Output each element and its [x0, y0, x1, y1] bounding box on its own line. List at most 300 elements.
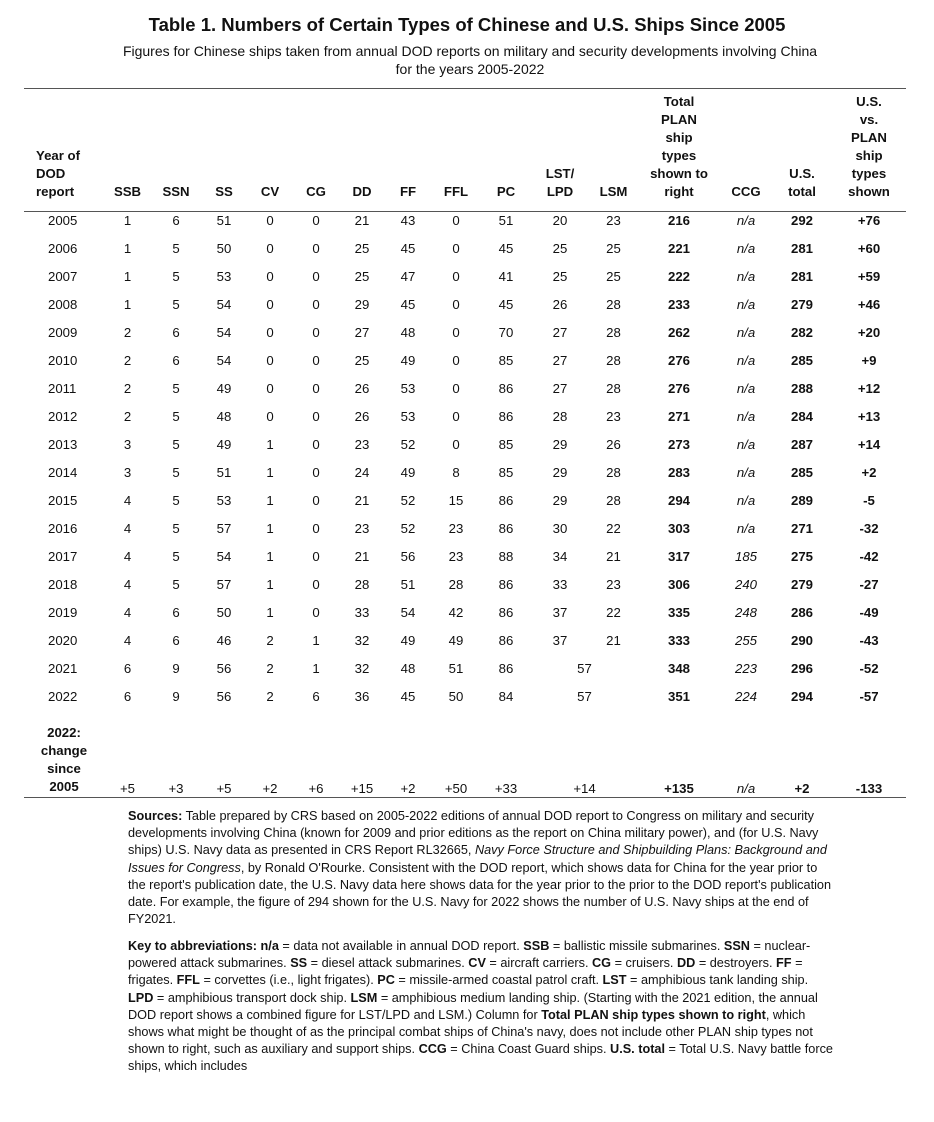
table-row [24, 682, 906, 710]
cell-diff: +20 [857, 324, 881, 340]
cell-ffl: 0 [452, 324, 460, 340]
cell-ff: 49 [400, 632, 416, 648]
key-term: SSN [723, 939, 750, 953]
cell-ff: 52 [400, 492, 416, 508]
cell-cg: 0 [312, 520, 320, 536]
cell-ssn: 5 [172, 520, 180, 536]
column-header [772, 93, 832, 206]
change-cell-ssb: +5 [119, 781, 136, 796]
cell-ffl: 0 [452, 240, 460, 256]
table-subtitle: Figures for Chinese ships taken from annual DOD reports on military and security developments involving China for the years 2005-2022 [122, 43, 818, 77]
cell-pc: 70 [498, 324, 514, 340]
cell-combined: 57 [577, 688, 592, 704]
cell-ss: 54 [216, 352, 232, 368]
cell-us: 275 [790, 548, 813, 564]
cell-ffl: 0 [452, 268, 460, 284]
change-cell-total: +135 [664, 781, 694, 796]
cell-lsm: 28 [606, 352, 621, 368]
cell-ssb: 6 [123, 660, 132, 676]
table-row [24, 402, 906, 430]
cell-total: 216 [667, 212, 690, 228]
cell-ssn: 5 [172, 380, 180, 396]
cell-total: 276 [667, 380, 690, 396]
cell-year: 2015 [48, 492, 78, 508]
cell-pc: 86 [498, 380, 514, 396]
cell-cg: 1 [312, 632, 320, 648]
change-label-line: since [47, 761, 81, 776]
cell-cg: 0 [312, 464, 320, 480]
cell-ff: 53 [400, 408, 416, 424]
cell-total: 317 [667, 548, 690, 564]
cell-ssb: 4 [123, 520, 132, 536]
cell-ffl: 28 [448, 576, 464, 592]
column-header: PC [496, 184, 516, 199]
cell-lst: 29 [552, 436, 568, 452]
cell-total: 273 [667, 436, 690, 452]
cell-pc: 45 [498, 296, 514, 312]
key-definition: , which shows what might be thought of as the principal combat ships of China's navy, does not include other PLAN ship types not shown to right, such as auxiliary and support ships. [128, 1007, 813, 1057]
cell-ccg: n/a [736, 268, 756, 284]
cell-ccg: n/a [736, 408, 756, 424]
cell-diff: -52 [859, 660, 879, 676]
cell-ss: 54 [216, 296, 232, 312]
table-row [24, 234, 906, 262]
key-term: LSM [350, 990, 378, 1005]
cell-total: 333 [667, 632, 690, 648]
column-header: CG [306, 184, 326, 199]
cell-diff: +2 [861, 464, 877, 480]
column-header: FF [399, 184, 417, 199]
cell-cv: 0 [266, 268, 274, 284]
cell-cv: 0 [266, 296, 274, 312]
cell-ccg: 223 [734, 660, 757, 676]
cell-diff: -43 [859, 632, 879, 648]
cell-ssb: 3 [123, 464, 132, 480]
column-header [638, 93, 720, 206]
cell-us: 282 [790, 324, 813, 340]
cell-total: 222 [667, 268, 690, 284]
cell-year: 2017 [48, 548, 78, 564]
column-header [531, 93, 589, 206]
cell-cv: 2 [266, 632, 274, 648]
cell-ccg: n/a [736, 212, 756, 228]
change-cell-us: +2 [794, 781, 810, 796]
cell-lst: 29 [552, 464, 568, 480]
cell-ss: 56 [216, 660, 232, 676]
column-header: SSN [162, 184, 190, 199]
cell-year: 2018 [48, 576, 78, 592]
table-row [24, 206, 906, 234]
cell-pc: 86 [498, 660, 514, 676]
key-term: PC [377, 973, 395, 988]
cell-lst: 20 [552, 212, 568, 228]
cell-diff: -57 [859, 688, 879, 704]
sources-text-1: Table prepared by CRS based on 2005-2022 editions of annual DOD report to Congress on military and security developments involving China (known for 2009 and prior editions as the report on China military power), and (for U.S. Navy ships) U.S. Navy data as presented in CRS Report RL32665, [128, 809, 819, 858]
cell-ffl: 42 [448, 604, 464, 620]
cell-year: 2006 [48, 240, 78, 256]
cell-ffl: 50 [448, 688, 464, 704]
cell-diff: +13 [857, 408, 881, 424]
cell-lsm: 26 [606, 436, 621, 452]
cell-us: 271 [790, 520, 813, 536]
cell-cg: 0 [312, 352, 320, 368]
cell-total: 294 [667, 492, 690, 508]
key-definition: = amphibious tank landing ship. [626, 973, 809, 988]
cell-total: 233 [667, 296, 690, 312]
cell-cg: 0 [312, 240, 320, 256]
cell-ff: 45 [400, 296, 416, 312]
cell-ssn: 6 [172, 632, 180, 648]
cell-ffl: 23 [448, 520, 464, 536]
table-row [24, 514, 906, 542]
key-definition: = amphibious transport dock ship. [153, 990, 351, 1005]
change-label-line: 2005 [49, 779, 79, 794]
key-term: SSB [523, 939, 550, 953]
cell-ssn: 6 [172, 212, 180, 228]
table-row [24, 570, 906, 598]
cell-diff: -49 [859, 604, 879, 620]
cell-lsm: 22 [606, 604, 621, 620]
sources-text-2: , by Ronald O'Rourke. Consistent with the DOD report, which shows data for China for the year prior to the report's publication date, the U.S. Navy data here shows data for the year prior to the prior to the DOD report's publication date. For example, the figure of 294 shown for the U.S. Navy for 2022 shows the number of U.S. Navy ships at the end of FY2021. [128, 860, 832, 927]
column-header: LSM [599, 184, 628, 199]
cell-year: 2021 [48, 660, 78, 676]
table-row [24, 430, 906, 458]
cell-cg: 0 [312, 408, 320, 424]
cell-ffl: 0 [452, 436, 460, 452]
cell-total: 271 [667, 408, 690, 424]
cell-ff: 49 [400, 464, 416, 480]
key-term: FF [776, 956, 792, 971]
key-definition: = corvettes (i.e., light frigates). [199, 973, 378, 988]
cell-ss: 51 [216, 464, 232, 480]
change-cell-ccg: n/a [736, 781, 756, 796]
cell-ff: 43 [400, 212, 416, 228]
cell-dd: 28 [354, 576, 370, 592]
change-cell-combined: +14 [573, 781, 596, 796]
cell-cv: 1 [266, 604, 274, 620]
cell-ssn: 5 [172, 268, 180, 284]
cell-ss: 46 [216, 632, 232, 648]
change-row [24, 710, 906, 800]
cell-diff: -32 [859, 520, 879, 536]
column-header-text: LST/ LPD [545, 166, 575, 199]
cell-lst: 27 [552, 352, 568, 368]
cell-combined: 57 [577, 660, 592, 676]
key-term: CCG [418, 1042, 447, 1057]
cell-total: 283 [667, 464, 690, 480]
cell-year: 2022 [48, 688, 78, 704]
column-header-text: U.S. total [788, 166, 816, 199]
cell-ssn: 6 [172, 604, 180, 620]
cell-ssb: 6 [123, 688, 132, 704]
top-rule [24, 88, 906, 89]
cell-ccg: 255 [734, 632, 757, 648]
cell-ff: 45 [400, 240, 416, 256]
cell-ssn: 5 [172, 436, 180, 452]
cell-dd: 32 [354, 632, 370, 648]
cell-lst: 27 [552, 380, 568, 396]
cell-dd: 23 [354, 520, 370, 536]
cell-ssb: 4 [123, 576, 132, 592]
cell-pc: 85 [498, 464, 514, 480]
key-term: DD [676, 956, 696, 971]
cell-diff: +14 [857, 436, 881, 452]
cell-cg: 0 [312, 492, 320, 508]
cell-lst: 37 [552, 604, 568, 620]
cell-us: 287 [790, 436, 813, 452]
change-label [24, 710, 104, 800]
column-header-text: Total PLAN ship types shown to right [650, 94, 708, 199]
cell-ss: 53 [216, 268, 232, 284]
cell-lst: 28 [552, 408, 568, 424]
key-term: U.S. total [610, 1042, 666, 1057]
cell-ff: 54 [400, 604, 416, 620]
cell-us: 281 [790, 240, 813, 256]
cell-ff: 47 [400, 268, 416, 284]
cell-ssb: 1 [123, 268, 132, 284]
table-row [24, 458, 906, 486]
cell-cg: 0 [312, 324, 320, 340]
cell-ccg: n/a [736, 436, 756, 452]
cell-year: 2014 [48, 464, 78, 480]
cell-ccg: n/a [736, 240, 756, 256]
table-row [24, 654, 906, 682]
cell-us: 285 [790, 464, 813, 480]
cell-lsm: 23 [606, 212, 621, 228]
key-definition: = amphibious medium landing ship. (Starting with the 2021 edition, the annual DOD report shows a combined figure for LST/LPD and LSM.) Column for [128, 990, 818, 1022]
table-row [24, 486, 906, 514]
cell-cg: 0 [312, 436, 320, 452]
change-cell-pc: +33 [494, 781, 518, 796]
cell-year: 2010 [48, 352, 78, 368]
cell-pc: 86 [498, 604, 514, 620]
cell-diff: +12 [857, 380, 881, 396]
cell-ss: 53 [216, 492, 232, 508]
cell-ssb: 3 [123, 436, 132, 452]
cell-ss: 56 [216, 688, 232, 704]
key-definition: = Total U.S. Navy battle force ships, which includes [128, 1042, 833, 1074]
cell-cv: 1 [266, 436, 274, 452]
cell-us: 285 [790, 352, 813, 368]
cell-dd: 23 [354, 436, 370, 452]
cell-diff: +9 [861, 352, 877, 368]
key-term: Key to abbreviations: n/a [128, 939, 279, 953]
cell-us: 286 [790, 604, 813, 620]
cell-pc: 85 [498, 436, 514, 452]
cell-us: 279 [790, 296, 813, 312]
key-definition: = destroyers. [695, 956, 777, 971]
cell-pc: 41 [498, 268, 514, 284]
cell-ffl: 51 [448, 660, 464, 676]
cell-dd: 21 [354, 212, 370, 228]
change-cell-ssn: +3 [168, 781, 184, 796]
cell-ccg: n/a [736, 296, 756, 312]
cell-us: 290 [790, 632, 813, 648]
cell-ss: 57 [216, 576, 232, 592]
cell-year: 2009 [48, 324, 78, 340]
cell-ssn: 5 [172, 296, 180, 312]
cell-ffl: 8 [452, 464, 460, 480]
column-header: SSB [113, 184, 142, 199]
cell-ss: 54 [216, 548, 232, 564]
change-cell-ffl: +50 [444, 781, 468, 796]
cell-ssn: 5 [172, 576, 180, 592]
cell-cv: 0 [266, 324, 274, 340]
cell-lsm: 25 [606, 268, 621, 284]
key-term: Total PLAN ship types shown to right [541, 1007, 766, 1022]
cell-diff: +46 [857, 296, 881, 312]
cell-ssb: 4 [123, 604, 132, 620]
cell-ssn: 5 [172, 240, 180, 256]
cell-ffl: 0 [452, 380, 460, 396]
cell-lsm: 21 [606, 548, 621, 564]
cell-ccg: 224 [734, 688, 757, 704]
cell-dd: 32 [354, 660, 370, 676]
cell-year: 2013 [48, 436, 78, 452]
column-header: SS [215, 184, 233, 199]
cell-ssb: 1 [123, 212, 132, 228]
key-definition: = nuclear-powered attack submarines. [128, 939, 811, 971]
cell-year: 2016 [48, 520, 78, 536]
cell-total: 221 [667, 240, 690, 256]
cell-ccg: 248 [734, 604, 757, 620]
key-definition: = frigates. [128, 956, 803, 988]
cell-ccg: n/a [736, 324, 756, 340]
cell-ssn: 6 [172, 324, 180, 340]
cell-dd: 26 [354, 408, 370, 424]
table-row [24, 626, 906, 654]
sources-label: Sources: [128, 809, 183, 823]
table-title: Table 1. Numbers of Certain Types of Chinese and U.S. Ships Since 2005 [148, 14, 786, 35]
key-definition: = China Coast Guard ships. [446, 1042, 611, 1057]
cell-cv: 0 [266, 408, 274, 424]
cell-ss: 49 [216, 380, 232, 396]
cell-ffl: 23 [448, 548, 464, 564]
cell-total: 303 [667, 520, 690, 536]
cell-cv: 1 [266, 520, 274, 536]
cell-lst: 26 [552, 296, 568, 312]
cell-dd: 27 [354, 324, 370, 340]
cell-cv: 0 [266, 380, 274, 396]
change-cell-cg: +6 [308, 781, 324, 796]
cell-lsm: 23 [606, 576, 621, 592]
cell-cv: 1 [266, 492, 274, 508]
cell-ccg: n/a [736, 380, 756, 396]
cell-year: 2019 [48, 604, 78, 620]
cell-total: 351 [667, 688, 690, 704]
cell-dd: 24 [354, 464, 370, 480]
key-term: LST [602, 973, 627, 988]
cell-ssb: 2 [123, 380, 132, 396]
cell-us: 284 [790, 408, 813, 424]
cell-cv: 0 [266, 352, 274, 368]
cell-cg: 0 [312, 212, 320, 228]
cell-pc: 84 [498, 688, 514, 704]
cell-lsm: 25 [606, 240, 621, 256]
change-label-line: 2022: [47, 725, 81, 740]
cell-ss: 48 [216, 408, 232, 424]
cell-ssn: 5 [172, 408, 180, 424]
key-term: SS [290, 956, 308, 971]
cell-cv: 1 [266, 548, 274, 564]
cell-pc: 51 [498, 212, 514, 228]
cell-ff: 52 [400, 520, 416, 536]
cell-ss: 50 [216, 604, 232, 620]
cell-us: 281 [790, 268, 813, 284]
cell-cg: 0 [312, 548, 320, 564]
cell-ssn: 9 [172, 660, 180, 676]
column-header-text: Year of DOD report [36, 148, 80, 199]
change-cell-dd: +15 [350, 781, 374, 796]
cell-cg: 1 [312, 660, 320, 676]
cell-ssb: 4 [123, 492, 132, 508]
cell-us: 294 [790, 688, 813, 704]
cell-lsm: 21 [606, 632, 621, 648]
cell-cv: 0 [266, 212, 274, 228]
cell-cv: 2 [266, 660, 274, 676]
ships-table [24, 93, 906, 800]
cell-total: 335 [667, 604, 690, 620]
table-row [24, 598, 906, 626]
cell-diff: +59 [857, 268, 881, 284]
cell-lst: 37 [552, 632, 568, 648]
key-term: CV [468, 956, 486, 971]
cell-dd: 21 [354, 548, 370, 564]
cell-dd: 29 [354, 296, 370, 312]
change-label-line: change [40, 743, 88, 758]
cell-ccg: n/a [736, 352, 756, 368]
cell-year: 2011 [48, 380, 77, 396]
cell-us: 292 [790, 212, 813, 228]
column-header [24, 93, 104, 206]
cell-pc: 86 [498, 408, 514, 424]
table-row [24, 318, 906, 346]
table-row [24, 542, 906, 570]
cell-year: 2008 [48, 296, 78, 312]
cell-pc: 88 [498, 548, 514, 564]
cell-lst: 33 [552, 576, 568, 592]
key-term: LPD [128, 990, 154, 1005]
sources-report-title: Navy Force Structure and Shipbuilding Plans: Background and Issues for Congress [128, 843, 827, 875]
cell-lsm: 22 [606, 520, 621, 536]
column-header: CV [260, 184, 280, 199]
cell-us: 279 [790, 576, 813, 592]
cell-year: 2007 [48, 268, 78, 284]
cell-us: 289 [790, 492, 813, 508]
abbreviations-key [128, 938, 833, 1076]
column-header [832, 93, 906, 206]
cell-ssn: 6 [172, 352, 180, 368]
cell-ff: 48 [400, 324, 416, 340]
cell-dd: 25 [354, 240, 370, 256]
cell-us: 296 [790, 660, 813, 676]
header-row [24, 93, 906, 206]
cell-ccg: n/a [736, 520, 756, 536]
cell-lst: 29 [552, 492, 568, 508]
table-row [24, 374, 906, 402]
cell-ffl: 49 [448, 632, 464, 648]
key-term: CG [592, 956, 612, 971]
key-definition: = data not available in annual DOD report. [278, 939, 524, 953]
change-cell-cv: +2 [262, 781, 278, 796]
cell-ssn: 5 [172, 464, 180, 480]
sources-note [128, 808, 833, 928]
cell-ss: 51 [216, 212, 232, 228]
cell-lsm: 23 [606, 408, 621, 424]
cell-ssb: 1 [123, 240, 132, 256]
cell-pc: 86 [498, 632, 514, 648]
cell-dd: 25 [354, 268, 370, 284]
